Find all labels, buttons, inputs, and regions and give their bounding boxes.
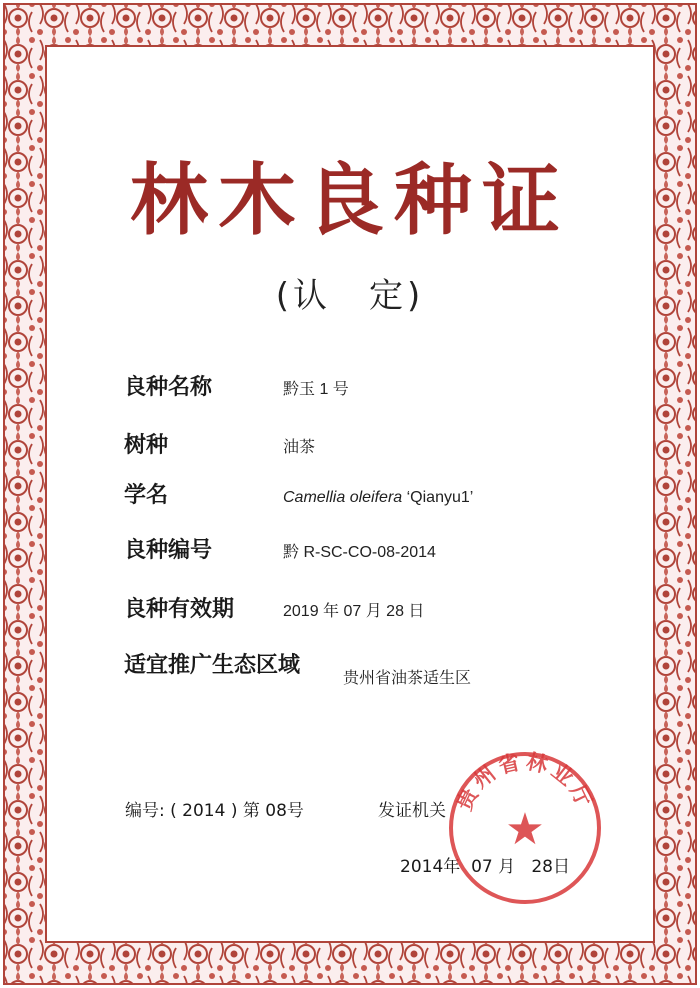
field-label: 良种名称 (124, 375, 213, 400)
field-scientific-name (124, 478, 473, 509)
field-value: 2019 年 07 月 28 日 (283, 603, 425, 620)
field-value: 贵州省油茶适生区 (343, 670, 472, 687)
field-label: 树种 (124, 433, 169, 458)
official-seal (445, 748, 605, 908)
field-species (124, 428, 315, 459)
field-variety-number (124, 533, 436, 564)
certificate-number (125, 796, 304, 821)
number-value: ( 2014 ) 第 08号 (170, 801, 304, 821)
field-suitable-region-value (343, 664, 471, 689)
seal-text: 贵州省林业厅 (452, 749, 598, 815)
field-value: 油茶 (283, 439, 316, 456)
issuer-label: 发证机关 (378, 801, 446, 821)
field-value: 黔 R-SC-CO-08-2014 (283, 544, 436, 561)
seal-star-icon: ★ (505, 804, 545, 855)
field-variety-name (124, 370, 349, 401)
field-validity (124, 592, 424, 623)
field-suitable-region (124, 648, 300, 679)
issue-date: 2014年 07 月 28日 (400, 857, 570, 877)
field-label: 良种编号 (124, 538, 213, 563)
field-value: 黔玉 1 号 (283, 381, 349, 398)
scientific-genus-species: Camellia oleifera (283, 489, 403, 506)
cultivar-name: ‘Qianyu1’ (402, 489, 474, 506)
field-label: 学名 (124, 483, 169, 508)
certificate-subtitle: (认 定) (275, 276, 425, 316)
field-label: 良种有效期 (124, 597, 235, 622)
certificate-title: 林木良种证 (129, 155, 570, 246)
field-label: 适宜推广生态区域 (124, 653, 301, 678)
field-value (283, 489, 473, 507)
number-label: 编号: (125, 801, 165, 821)
